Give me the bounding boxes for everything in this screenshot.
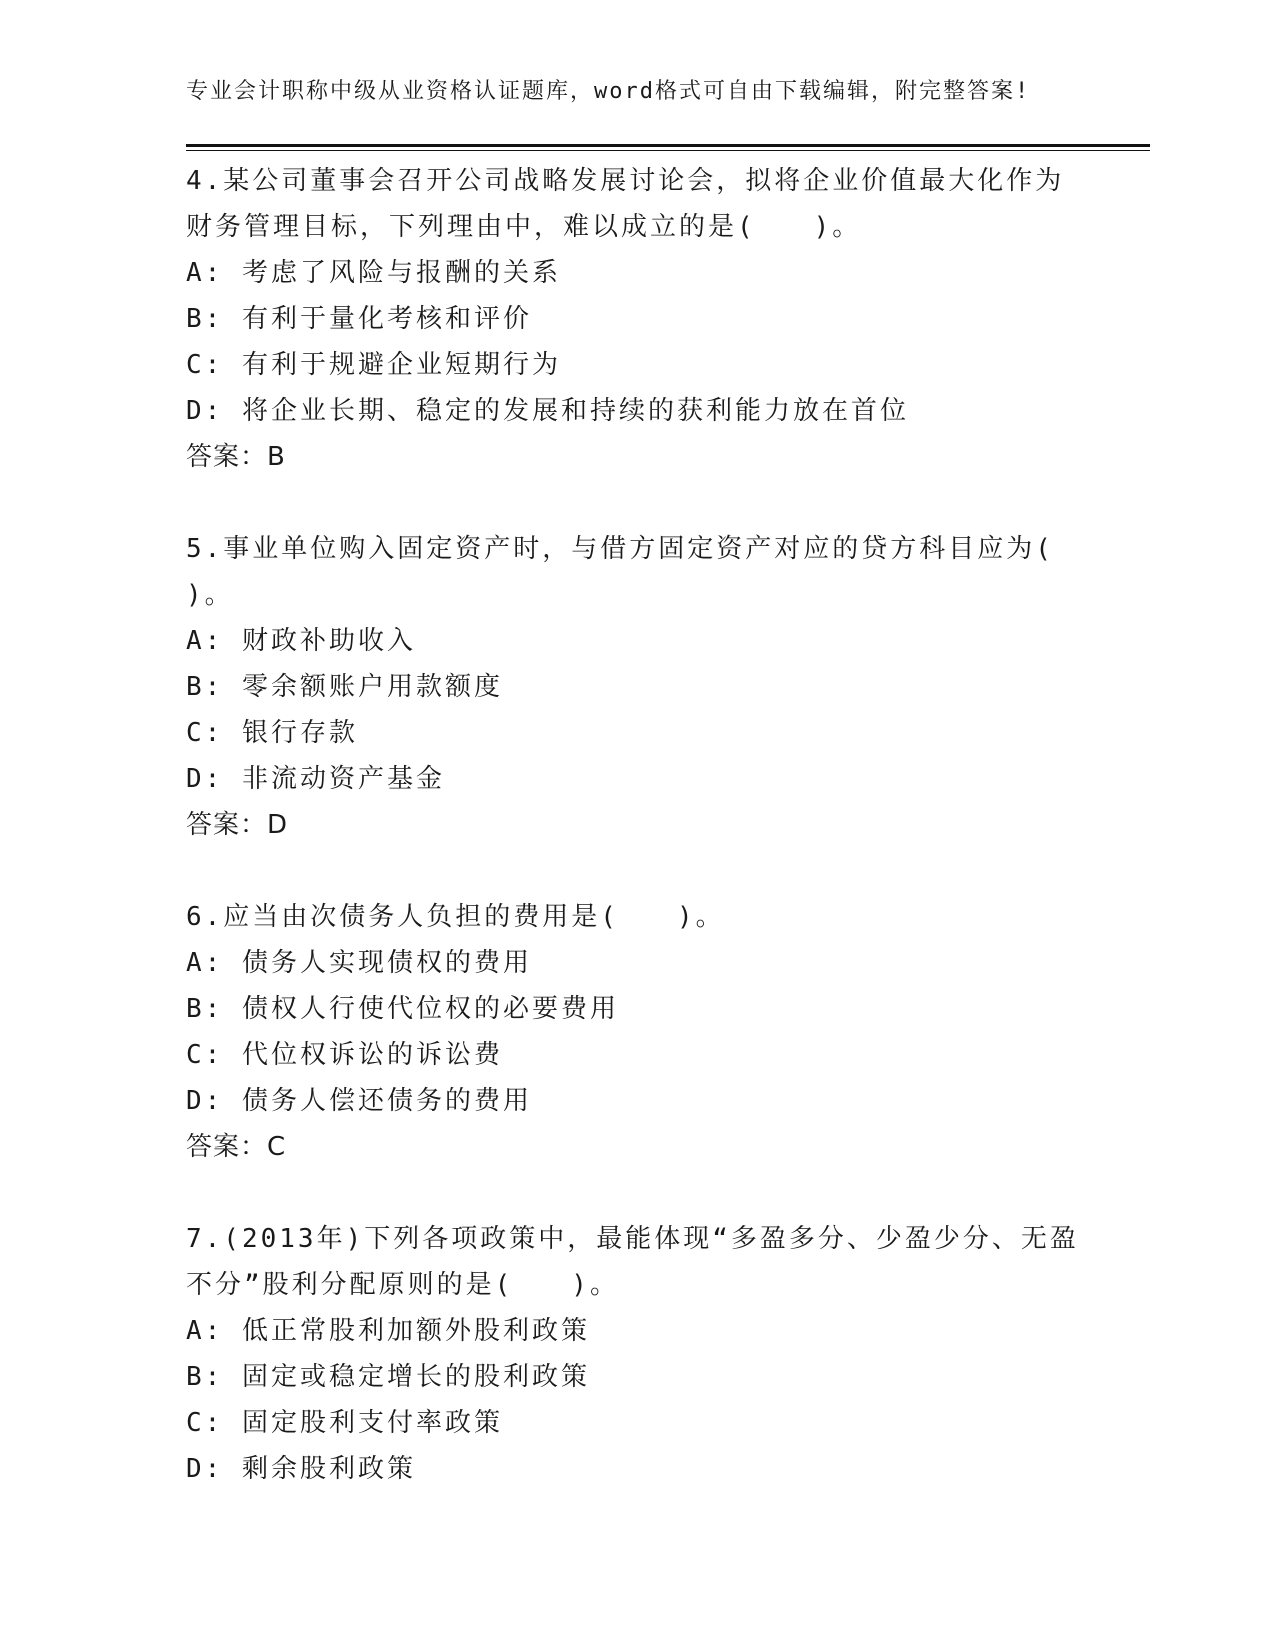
option-b: B: 固定或稳定增长的股利政策 bbox=[186, 1362, 590, 1392]
question-stem-line: 4.某公司董事会召开公司战略发展讨论会，拟将企业价值最大化作为 bbox=[186, 166, 1065, 196]
header-rule-thick bbox=[186, 144, 1150, 147]
option-a: A: 低正常股利加额外股利政策 bbox=[186, 1316, 590, 1346]
question-stem-line: 不分”股利分配原则的是( )。 bbox=[186, 1270, 619, 1300]
option-b: B: 债权人行使代位权的必要费用 bbox=[186, 994, 619, 1024]
question-stem-line: )。 bbox=[186, 580, 234, 610]
option-c: C: 代位权诉讼的诉讼费 bbox=[186, 1040, 503, 1070]
option-c: C: 银行存款 bbox=[186, 718, 358, 748]
question-stem-line: 5.事业单位购入固定资产时，与借方固定资产对应的贷方科目应为( bbox=[186, 534, 1054, 564]
page-header: 专业会计职称中级从业资格认证题库，word格式可自由下载编辑，附完整答案! bbox=[186, 79, 1031, 104]
question-stem-line: 6.应当由次债务人负担的费用是( )。 bbox=[186, 902, 725, 932]
question-7 bbox=[186, 1216, 1086, 1492]
option-d: D: 非流动资产基金 bbox=[186, 764, 445, 794]
option-a: A: 债务人实现债权的费用 bbox=[186, 948, 532, 978]
option-b: B: 零余额账户用款额度 bbox=[186, 672, 503, 702]
option-a: A: 财政补助收入 bbox=[186, 626, 416, 656]
spacer bbox=[186, 848, 1086, 894]
header-rule-thin bbox=[186, 150, 1150, 151]
question-list bbox=[186, 158, 1086, 1492]
question-5 bbox=[186, 526, 1086, 848]
answer: 答案：D bbox=[186, 810, 289, 840]
option-a: A: 考虑了风险与报酬的关系 bbox=[186, 258, 561, 288]
option-b: B: 有利于量化考核和评价 bbox=[186, 304, 532, 334]
question-4 bbox=[186, 158, 1086, 480]
spacer bbox=[186, 1170, 1086, 1216]
spacer bbox=[186, 480, 1086, 526]
option-d: D: 债务人偿还债务的费用 bbox=[186, 1086, 532, 1116]
option-c: C: 固定股利支付率政策 bbox=[186, 1408, 503, 1438]
question-stem-line: 财务管理目标，下列理由中，难以成立的是( )。 bbox=[186, 212, 862, 242]
option-d: D: 将企业长期、稳定的发展和持续的获利能力放在首位 bbox=[186, 396, 909, 426]
answer: 答案：B bbox=[186, 442, 286, 472]
option-d: D: 剩余股利政策 bbox=[186, 1454, 416, 1484]
answer: 答案：C bbox=[186, 1132, 287, 1162]
question-stem-line: 7.(2013年)下列各项政策中，最能体现“多盈多分、少盈少分、无盈 bbox=[186, 1224, 1079, 1254]
option-c: C: 有利于规避企业短期行为 bbox=[186, 350, 561, 380]
question-6 bbox=[186, 894, 1086, 1170]
